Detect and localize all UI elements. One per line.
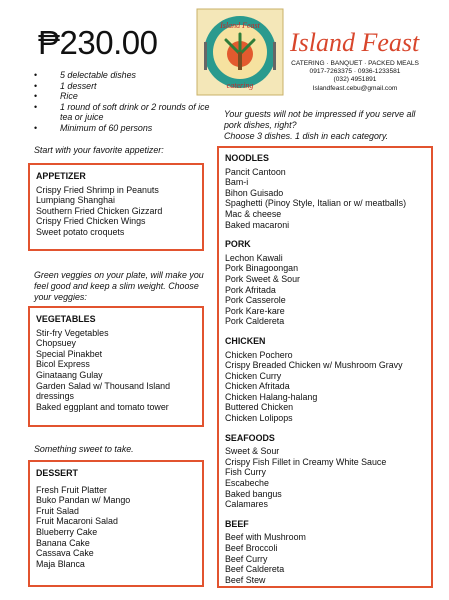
dish-item: Fish Curry — [225, 467, 266, 478]
dish-item: Pork Kare-kare — [225, 305, 285, 316]
dish-item: Beef Curry — [225, 553, 268, 564]
inclusion-item: • Minimum of 60 persons — [34, 123, 214, 134]
dish-item: Chicken Lolipops — [225, 413, 293, 424]
contact-line: (032) 4951891 — [333, 76, 377, 84]
dish-item: Spaghetti (Pinoy Style, Italian or w/ meatballs) — [225, 198, 407, 209]
dessert-box — [28, 460, 204, 587]
dish-item: Beef Caldereta — [225, 564, 285, 575]
logo-bottom-text: catering — [226, 81, 254, 90]
dish-item: Pork Caldereta — [225, 316, 285, 327]
category-noodles — [225, 153, 425, 230]
vegetable-item: Garden Salad w/ Thousand Island dressings — [36, 380, 171, 402]
dish-item: Lechon Kawali — [225, 252, 283, 263]
dish-item: Beef with Mushroom — [225, 532, 306, 543]
category-pork — [225, 239, 425, 327]
dessert-item: Cassava Cake — [36, 548, 94, 559]
dish-item: Chicken Curry — [225, 370, 282, 381]
contact-line: CATERING · BANQUET · PACKED MEALS — [291, 60, 419, 67]
dish-item: Crispy Breaded Chicken w/ Mushroom Gravy — [225, 360, 403, 371]
vegetable-item: Chopsuey — [36, 338, 76, 349]
inclusion-item: • 1 round of soft drink or 2 rounds of ice tea or juice — [34, 102, 214, 123]
logo-top-text: Island Feast — [220, 21, 260, 30]
appetizer-note: Start with your favorite appetizer: — [34, 145, 164, 155]
dish-item: Chicken Afritada — [225, 381, 290, 392]
vegetable-item: Special Pinakbet — [36, 348, 103, 359]
inclusions-list — [34, 70, 214, 134]
category-title: BEEF — [225, 518, 249, 529]
vegetable-item: Bicol Express — [36, 359, 90, 370]
appetizer-title: APPETIZER — [36, 171, 86, 181]
brand-name: Island Feast — [290, 28, 420, 57]
appetizer-item: Lumpiang Shanghai — [36, 195, 115, 206]
dish-item: Pork Binagoongan — [225, 263, 299, 274]
vegetable-item: Stir-fry Vegetables — [36, 327, 109, 338]
vegetable-item: Ginataang Gulay — [36, 369, 103, 380]
inclusion-item: • 5 delectable dishes — [34, 70, 214, 81]
appetizer-item: Crispy Fried Shrimp in Peanuts — [36, 184, 159, 195]
veggies-note: Green veggies on your plate, will make you feel good and keep a slim weight. Choose your veggies: — [34, 270, 204, 302]
appetizer-item: Sweet potato croquets — [36, 226, 125, 237]
dish-item: Beef Broccoli — [225, 543, 278, 553]
category-title: NOODLES — [225, 153, 269, 163]
package-price: ₱230.00 — [38, 24, 158, 61]
category-title: SEAFOODS — [225, 432, 275, 443]
dish-item: Chicken Halang-halang — [225, 391, 318, 402]
vegetables-box — [28, 306, 204, 427]
contact-email[interactable]: Islandfeast.cebu@gmail.com — [312, 84, 398, 92]
dessert-item: Banana Cake — [36, 537, 90, 548]
dish-item: Bam-i — [225, 177, 249, 188]
main-dishes-box — [217, 146, 433, 588]
category-chicken — [225, 336, 425, 424]
inclusion-item: • 1 dessert — [34, 81, 214, 92]
dish-item: Pork Sweet & Sour — [225, 273, 300, 284]
dish-item: Chicken Pochero — [225, 349, 293, 360]
appetizer-box — [28, 163, 204, 251]
vegetable-item: Baked eggplant and tomato tower — [36, 401, 169, 412]
dessert-title: DESSERT — [36, 468, 78, 478]
dish-item: Calamares — [225, 499, 268, 510]
dish-item: Baked macaroni — [225, 219, 290, 230]
dessert-item: Blueberry Cake — [36, 526, 98, 537]
category-title: PORK — [225, 239, 251, 250]
dish-item: Escabeche — [225, 478, 269, 489]
appetizer-item: Southern Fried Chicken Gizzard — [36, 205, 163, 216]
dish-item: Buttered Chicken — [225, 402, 294, 413]
inclusion-item: • Rice — [34, 91, 214, 102]
dish-item: Beef Stew — [225, 574, 266, 585]
dish-item: Pork Afritada — [225, 284, 276, 295]
dessert-item: Fruit Salad — [36, 505, 79, 516]
category-beef — [225, 519, 425, 586]
dish-item: Bihon Guisado — [225, 187, 284, 198]
dessert-item: Maja Blanca — [36, 558, 85, 569]
dish-item: Crispy Fish Fillet in Creamy White Sauce — [225, 456, 387, 467]
contact-line: 0917-7263375 · 0936-1233581 — [309, 68, 401, 76]
dessert-item: Fresh Fruit Platter — [36, 484, 108, 495]
dish-item: Mac & cheese — [225, 208, 282, 219]
dish-item: Pancit Cantoon — [225, 166, 286, 177]
dish-item: Sweet & Sour — [225, 446, 280, 457]
contact-info — [284, 60, 426, 93]
dessert-item: Fruit Macaroni Salad — [36, 516, 118, 527]
guests-note — [224, 109, 434, 141]
dish-item: Pork Casserole — [225, 295, 286, 306]
guests-note-text: Your guests will not be impressed if you serve all pork dishes, right? — [224, 109, 416, 130]
dessert-item: Buko Pandan w/ Mango — [36, 495, 131, 506]
category-seafoods — [225, 433, 425, 510]
choose-note-text: Choose 3 dishes. 1 dish in each category. — [224, 130, 389, 141]
appetizer-item: Crispy Fried Chicken Wings — [36, 216, 146, 227]
sweet-note: Something sweet to take. — [34, 444, 134, 454]
vegetables-title: VEGETABLES — [36, 314, 96, 324]
dish-item: Baked bangus — [225, 488, 282, 499]
category-title: CHICKEN — [225, 335, 266, 346]
